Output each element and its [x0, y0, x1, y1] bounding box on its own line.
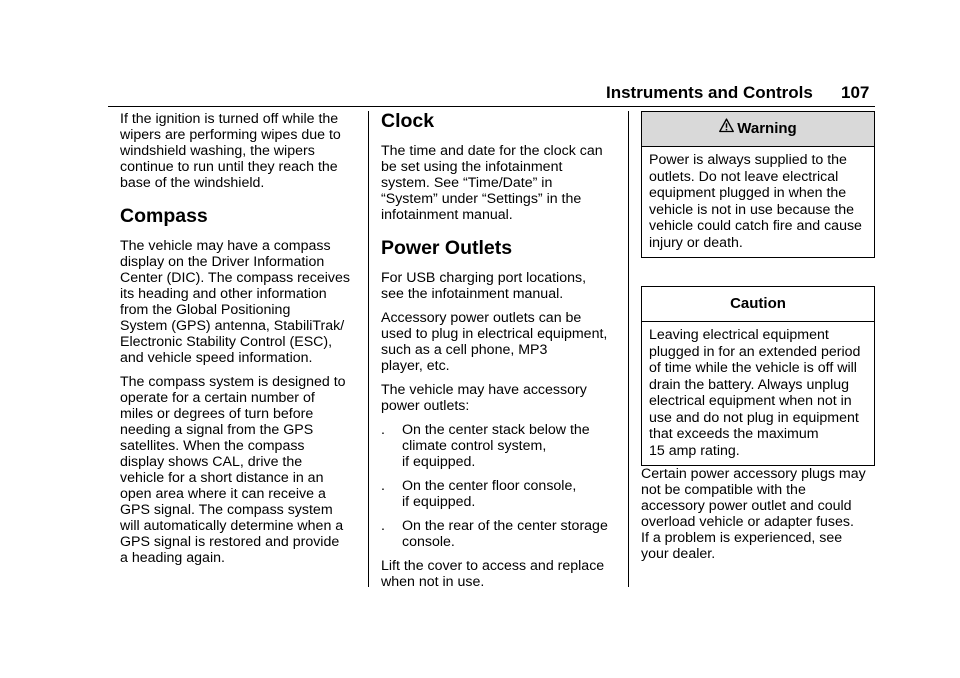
wiper-paragraph: If the ignition is turned off while the wipers are performing wipes due to windshield washing, the wipers continue to run until they reach the base of the windshield.	[120, 111, 341, 191]
list-item: . On the rear of the center storage console.	[381, 518, 608, 550]
compass-heading: Compass	[120, 205, 208, 227]
warning-body: Power is always supplied to the outlets. Do not leave electrical equipment plugged in when the vehicle is not in use because the vehicle could catch fire and cause injury or death.	[649, 152, 862, 251]
warning-box	[641, 111, 875, 258]
page-header	[0, 83, 960, 107]
bullet-marker: .	[381, 422, 385, 438]
header-divider	[108, 106, 875, 107]
column-2	[381, 111, 621, 598]
warning-title: Warning	[737, 120, 797, 137]
caution-title: Caution	[642, 287, 874, 322]
column-divider-1	[368, 111, 369, 587]
compass-paragraph-1: The vehicle may have a compass display on the Driver Information Center (DIC). The compass receives its heading and other information from the Global Positioning System (GPS) antenna, StabiliTrak/ Electronic Stability Control (ESC), and vehicle speed information.	[120, 238, 350, 366]
page-number: 107	[841, 83, 870, 102]
clock-heading: Clock	[381, 110, 435, 132]
bullet-marker: .	[381, 478, 385, 494]
warning-header	[642, 112, 874, 147]
plug-compatibility-paragraph: Certain power accessory plugs may not be compatible with the accessory power outlet and could overload vehicle or adapter fuses. If a problem is experienced, see your dealer.	[641, 466, 866, 562]
outlet-locations-list	[381, 422, 621, 550]
power-paragraph-1: For USB charging port locations, see the infotainment manual.	[381, 270, 587, 302]
power-paragraph-2: Accessory power outlets can be used to plug in electrical equipment, such as a cell phone, MP3 player, etc.	[381, 310, 608, 374]
power-paragraph-3: The vehicle may have accessory power outlets:	[381, 382, 587, 414]
warning-triangle-icon	[719, 112, 734, 146]
column-1	[120, 111, 362, 574]
list-item: . On the center stack below the climate control system, if equipped.	[381, 422, 590, 470]
list-item: . On the center floor console, if equipped.	[381, 478, 577, 510]
clock-paragraph: The time and date for the clock can be set using the infotainment system. See “Time/Date” in “System” under “Settings” in the infotainment manual.	[381, 143, 603, 223]
bullet-marker: .	[381, 518, 385, 534]
caution-box	[641, 286, 875, 466]
column-divider-2	[628, 111, 629, 587]
power-paragraph-4: Lift the cover to access and replace when not in use.	[381, 558, 605, 590]
caution-body: Leaving electrical equipment plugged in for an extended period of time while the vehicle is off will drain the battery. Always unplug electrical equipment when not in use and do not plug in equipment that exceeds the maximum 15 amp rating.	[649, 327, 861, 459]
section-title: Instruments and Controls	[606, 83, 813, 102]
power-outlets-heading: Power Outlets	[381, 237, 513, 259]
column-3	[641, 111, 875, 570]
compass-paragraph-2: The compass system is designed to operate for a certain number of miles or degrees of turn before needing a signal from the GPS satellites. When the compass display shows CAL, drive the vehicle for a short distance in an open area where it can receive a GPS signal. The compass system will automatically determine when a GPS signal is restored and provide a heading again.	[120, 374, 346, 566]
